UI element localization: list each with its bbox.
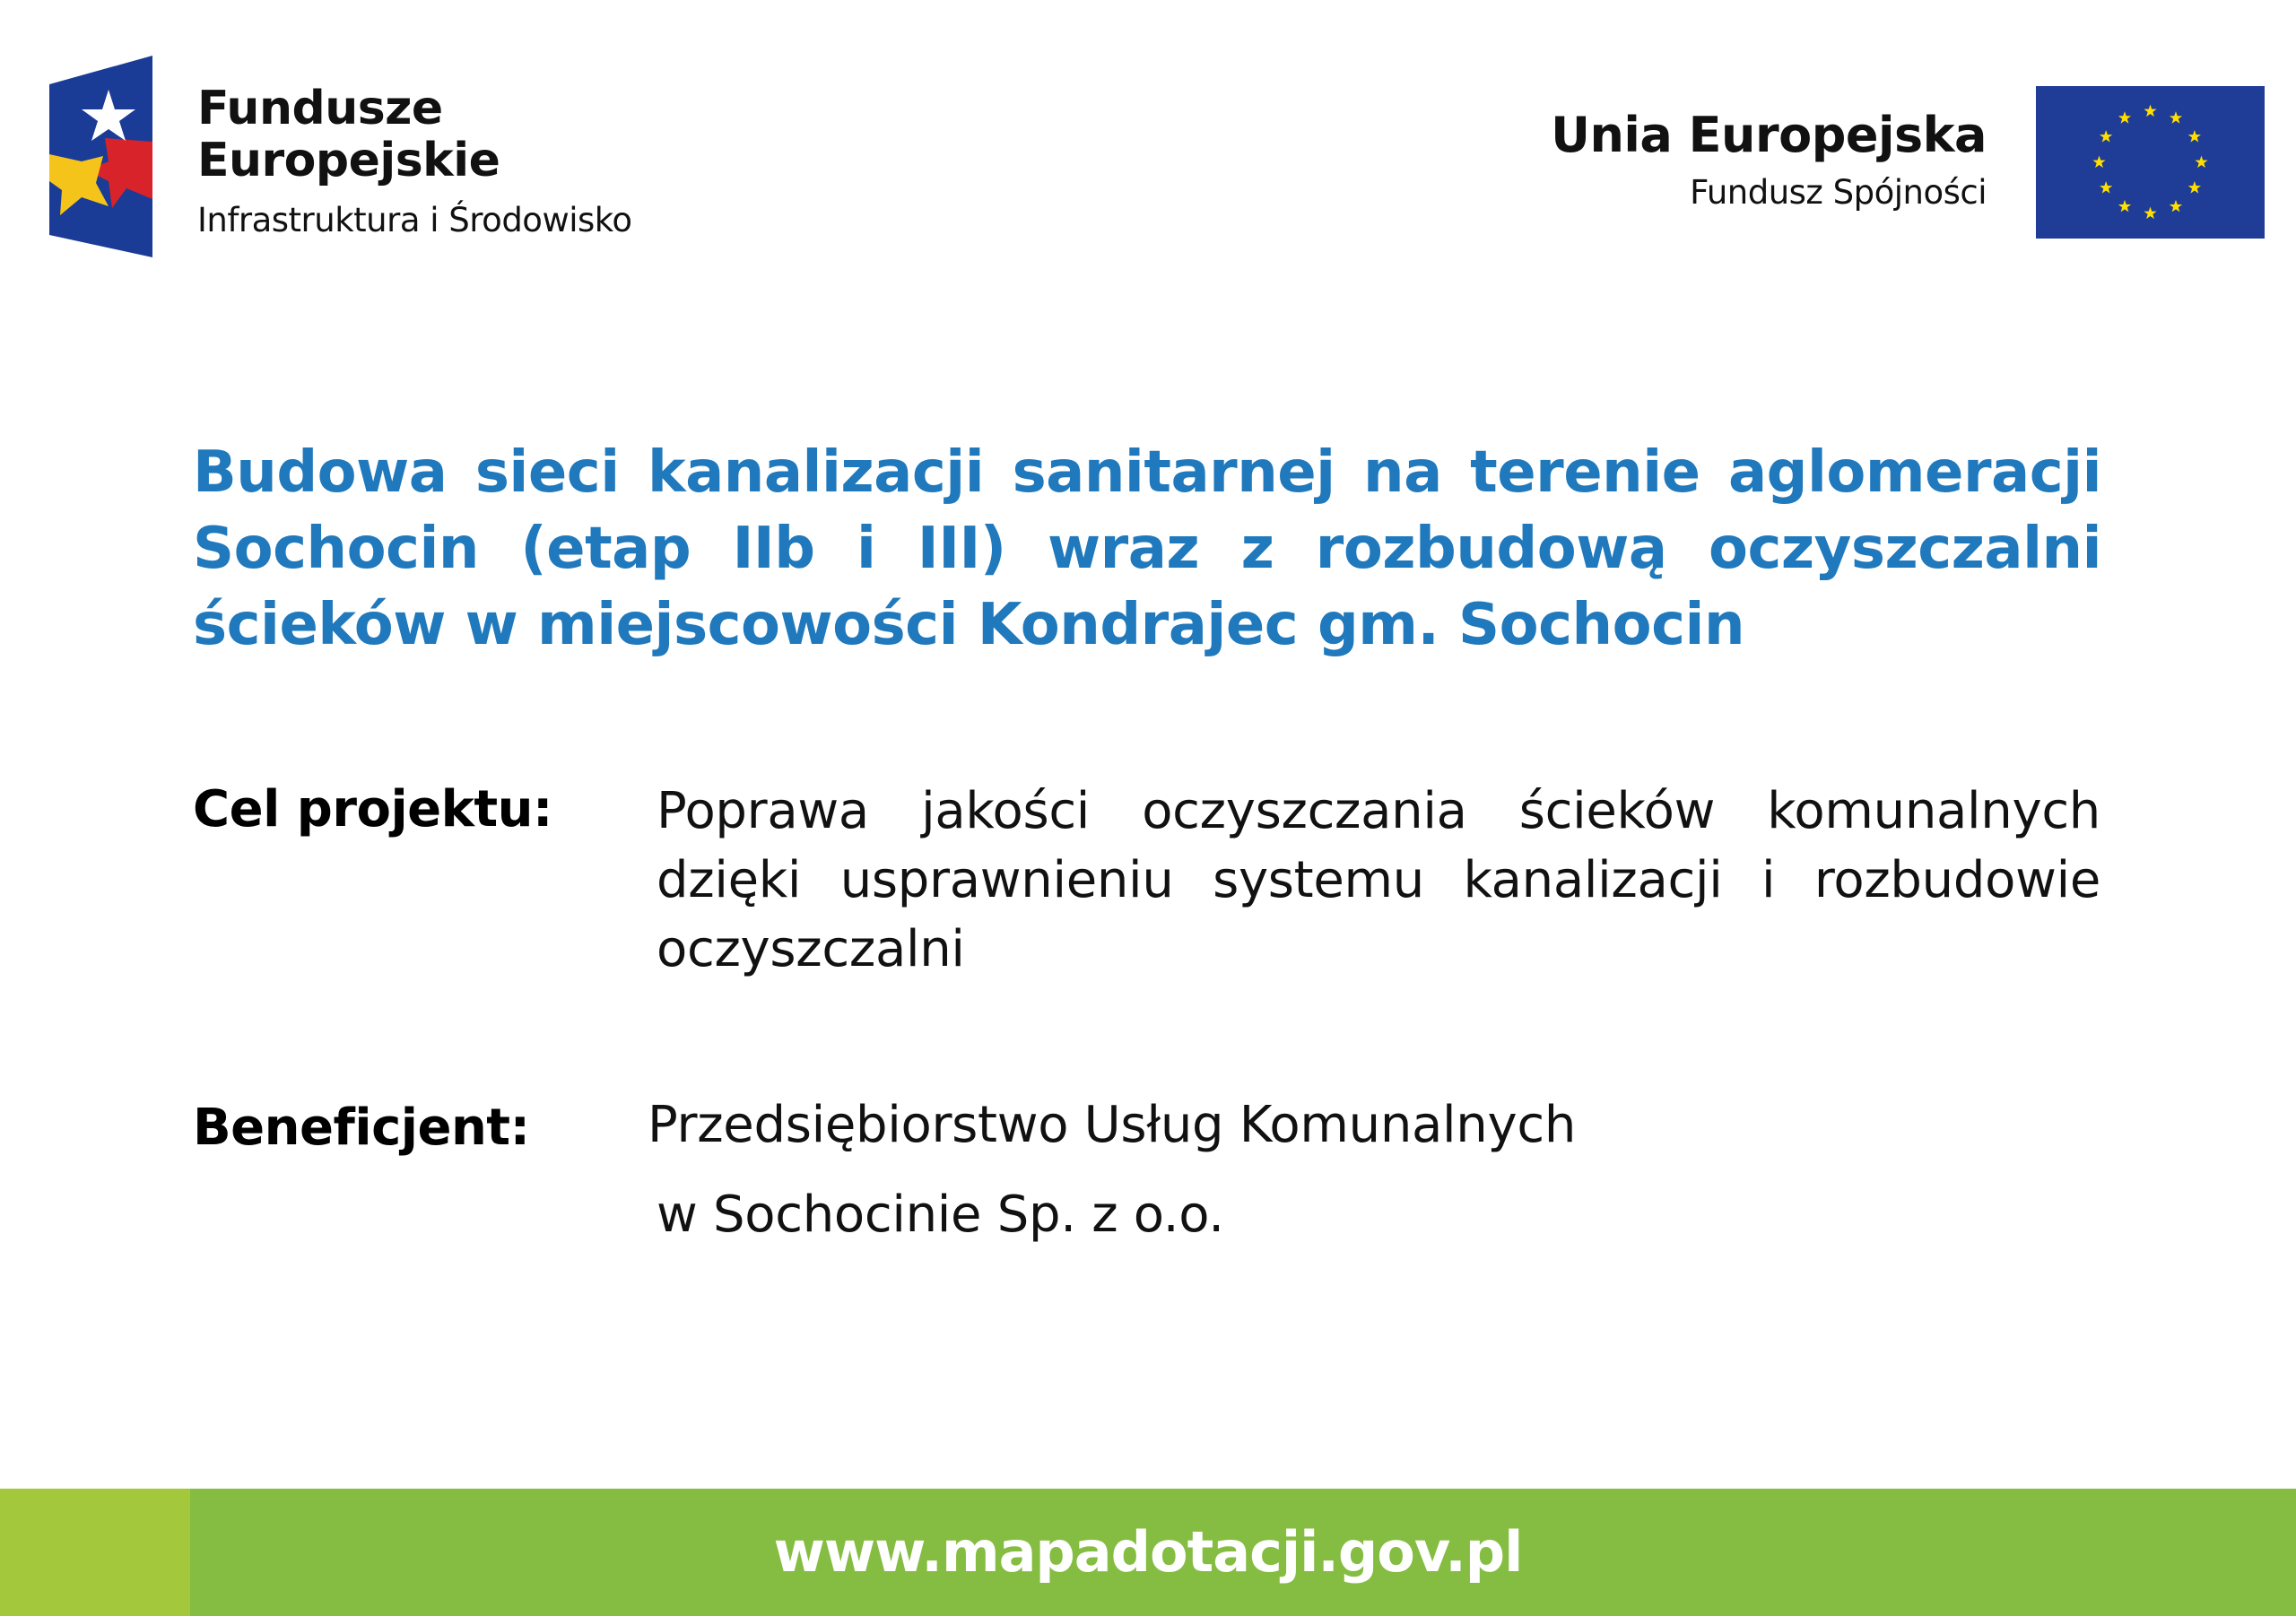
- fe-subtitle: Infrastruktura i Środowisko: [197, 201, 632, 239]
- eu-title: Unia Europejska: [1551, 107, 1987, 163]
- footer-website-link[interactable]: [0, 1489, 2296, 1616]
- fundusze-europejskie-text: [197, 83, 632, 240]
- beneficiary-name-line2: w Sochocinie Sp. z o.o.: [657, 1186, 1224, 1244]
- goal-text: Poprawa jakości oczyszczania ścieków komunalnych dzięki usprawnieniu systemu kanalizacji i rozbudowie oczyszczalni: [657, 782, 2100, 978]
- fe-title-line2: Europejskie: [197, 134, 500, 187]
- project-title: Budowa sieci kanalizacji sanitarnej na terenie aglomeracji Sochocin (etap IIb i III) wraz z rozbudową oczyszczalni ścieków w miejscowości Kondrajec gm. Sochocin: [193, 439, 2101, 658]
- beneficiary-label: Beneficjent:: [193, 1099, 530, 1157]
- footer-bar: [0, 1489, 2296, 1616]
- eu-subtitle: Fundusz Spójności: [1690, 173, 1987, 212]
- footer-url-text[interactable]: www.mapadotacji.gov.pl: [773, 1519, 1523, 1585]
- beneficiary-name-line1: Przedsiębiorstwo Usług Komunalnych: [648, 1096, 1577, 1154]
- eu-flag-icon: [2036, 86, 2265, 239]
- fundusze-europejskie-logo: [49, 56, 659, 257]
- fe-title-line1: Fundusze: [197, 82, 443, 135]
- fundusze-europejskie-star-icon: [49, 56, 152, 257]
- goal-label: Cel projektu:: [193, 780, 552, 838]
- unia-europejska-text: [1551, 109, 1987, 213]
